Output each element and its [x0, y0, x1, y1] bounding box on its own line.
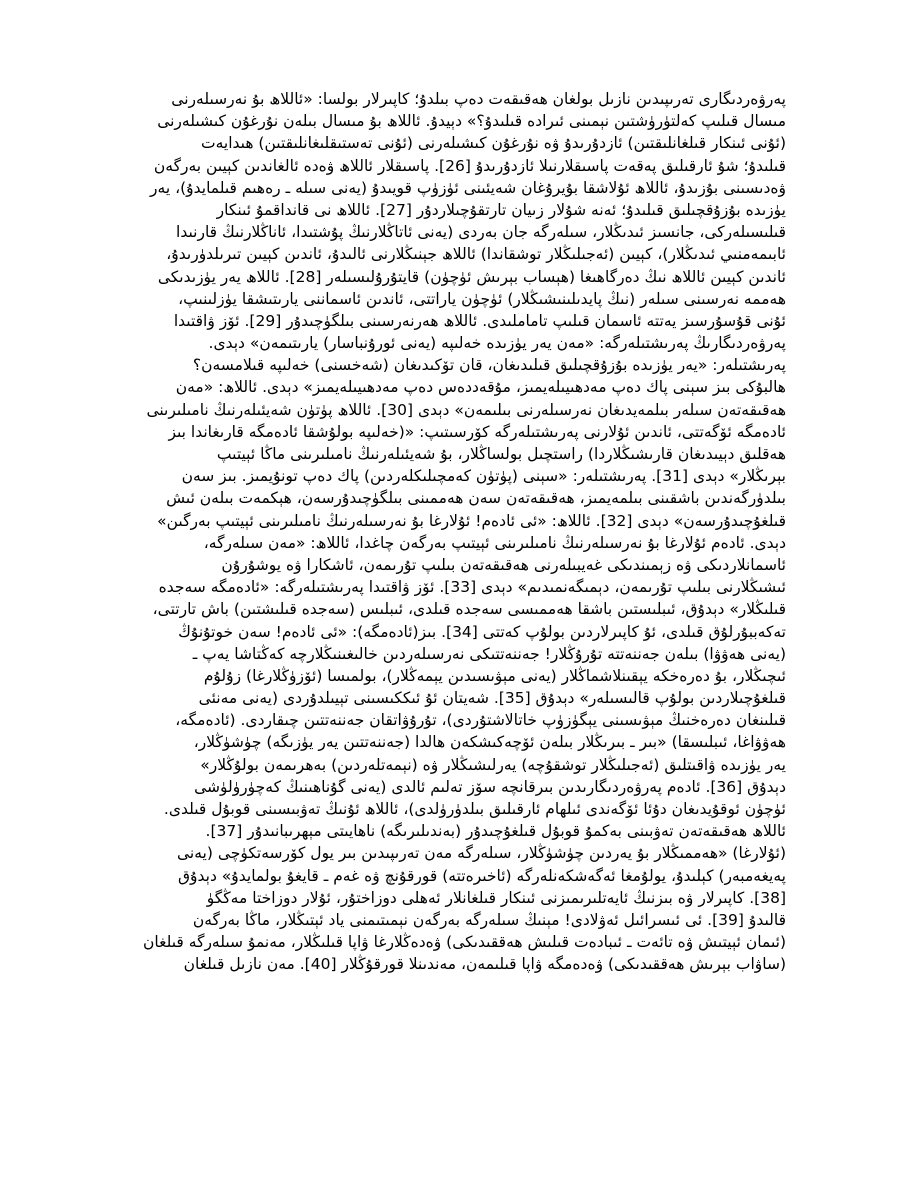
text-line: ھەقىقەتەن سىلەر بىلمەيدىغان نەرسىلەرنى بىلىمەن» دېدى [30]. ئاللاھ پۈتۈن شەيئىلەرنىڭ نامىلىرىنى — [146, 400, 786, 419]
text-line: قىلىدۇ؛ شۇ ئارقىلىق پەقەت پاسىقلارنىلا ئازدۇرىدۇ [26]. پاسىقلار ئاللاھ ۋەدە ئالغاندىن كېيىن بەرگەن — [153, 156, 786, 175]
text-line: ھالبۇكى بىز سېنى پاك دەپ مەدھىيىلەيمىز، مۇقەددەس دەپ مەدھىيىلەيمىز» دېدى. ئاللاھ: «مەن — [175, 378, 786, 397]
text-line: دېدۇق [36]. ئادەم پەرۋەردىگارىدىن بىرقانچە سۆز تەلىم ئالدى (يەنى گۇناھىنىڭ كەچۈرۈلۈشى — [194, 777, 786, 796]
text-line: ئاسمانلاردىكى ۋە زېمىندىكى غەيبىلەرنى ھەقىقەتەن بىلىپ تۇرىمەن، ئاشكارا ۋە يوشۇرۇن — [221, 555, 786, 574]
text-line: ھەممە نەرسىنى سىلەر (نىڭ پايدىلىنىشىڭلار) ئۈچۈن ياراتتى، ئاندىن ئاسماننى يارىتىشقا يۈزلىنىپ، — [178, 289, 786, 308]
text-line: (ئۇلارغا) «ھەممىڭلار بۇ يەردىن چۈشۈڭلار، سىلەرگە مەن تەرىپىدىن بىر يول كۆرسەتكۈچى (يەنى — [177, 844, 786, 863]
text-line: قىلىڭلار» دېدۇق، ئىبلىستىن باشقا ھەممىسى سەجدە قىلدى، ئىبلىس (سەجدە قىلىشتىن) باش تارتتى، — [152, 600, 786, 619]
text-line: دېدى. ئادەم ئۇلارغا بۇ نەرسىلەرنىڭ نامىلىرىنى ئېيتىپ بەرگەن چاغدا، ئاللاھ: «مەن سىلەرگە، — [203, 533, 786, 552]
text-line: قىلغۇچىلاردىن بولۇپ قالىسىلەر» دېدۇق [35]. شەيتان ئۇ ئىككىسىنى تېيىلدۇردى (يەنى مەنئى — [198, 689, 786, 708]
text-line: يەر يۈزىدە ۋاقىتلىق (ئەجىلىڭلار توشقۇچە) يەرلىشىڭلار ۋە (نېمەتلەردىن) بەھرىمەن بولۇڭلار» — [200, 755, 786, 774]
text-line: تەكەببۇرلۇق قىلدى، ئۇ كاپىرلاردىن بولۇپ كەتتى [34]. بىز(ئادەمگە): «ئى ئادەم! سەن خوتۇنۇڭ — [178, 622, 786, 641]
text-line: بىلدۈرگەندىن باشقىنى بىلمەيمىز، ھەقىقەتەن سەن ھەممىنى بىلگۈچىدۇرسەن، ھېكمەت بىلەن ئىش — [166, 489, 786, 508]
text-line: ئاللاھ ھەقىقەتەن تەۋبىنى بەكمۇ قوبۇل قىلغۇچىدۇر (بەندىلىرىگە) ناھايىتى مېھرىبانىدۇر [37]. — [205, 822, 786, 841]
text-line: قىلغۇچىدۇرسەن» دېدى [32]. ئاللاھ: «ئى ئادەم! ئۇلارغا بۇ نەرسىلەرنىڭ نامىلىرىنى ئېيتىپ بەرگىن» — [157, 511, 786, 530]
text-line: ئىچىڭلار، بۇ دەرەخكە يېقىنلاشماڭلار (يەنى مېۋىسىدىن يېمەڭلار)، بولمىسا (ئۆزۈڭلارغا) زۇلۇم — [203, 666, 786, 685]
text-line: پەيغەمبەر) كېلىدۇ، يولۇمغا ئەگەشكەنلەرگە (ئاخىرەتتە) قورقۇنچ ۋە غەم ـ قايغۇ بولمايدۇ» دېدۇق — [178, 866, 786, 885]
text-line: ئاندىن كېيىن ئاللاھ نىڭ دەرگاھىغا (ھېساب بېرىش ئۈچۈن) قايتۇرۇلىسىلەر [28]. ئاللاھ يەر يۈزىدىكى — [157, 267, 786, 286]
text-line: قىلىسىلەركى، جانسىز ئىدىڭلار، سىلەرگە جان بەردى (يەنى ئاتاڭلارنىڭ پۇشتىدا، ئاناڭلارنىڭ قارنىدا — [176, 223, 786, 242]
text-line: (ئىمان ئېيتىش ۋە تائەت ـ ئىبادەت قىلىش ھەققىدىكى) ۋەدەڭلارغا ۋاپا قىلىڭلار، مەنمۇ سىلەرگە قىلغان — [143, 933, 786, 952]
text-line: ئابىمەمنىي ئىدىڭلار)، كېيىن (ئەجىلىڭلار توشقاندا) ئاللاھ جېنىڭلارنى ئالىدۇ، ئاندىن كېيىن تىرىلدۈرىدۇ، — [166, 245, 786, 264]
text-line: يۈزىدە بۇزۇقچىلىق قىلىدۇ؛ ئەنە شۇلار زىيان تارتقۇچىلاردۇر [27]. ئاللاھ نى قانداقمۇ ئىنكار — [216, 200, 786, 219]
text-line: [38]. كاپىرلار ۋە بىزنىڭ ئايەتلىرىمىزنى ئىنكار قىلغانلار ئەھلى دوزاختۇر، ئۇلار دوزاختا مەڭگۈ — [206, 888, 786, 907]
text-line: قىلىنغان دەرەخنىڭ مېۋىسىنى يېگۈزۈپ خاتالاشتۇردى)، تۇرۇۋاتقان جەننەتتىن چىقاردى. (ئادەمگە، — [175, 711, 786, 730]
text-line: (يەنى ھەۋۋا) بىلەن جەننەتتە تۇرۇڭلار! جەننەتتىكى نەرسىلەردىن خالىغىنىڭلارچە كەڭتاشا يەپ ـ — [192, 644, 786, 663]
text-line: پەرۋەردىگارى تەرىپىدىن نازىل بولغان ھەقىقەت دەپ بىلدۇ؛ كاپىرلار بولسا: «ئاللاھ بۇ نەرسىلەرنى — [171, 90, 786, 108]
text-line: بېرىڭلار» دېدى [31]. پەرىشتىلەر: «سېنى (پۈتۈن كەمچىلىكلەردىن) پاك دەپ تونۇيمىز. بىز سەن — [181, 467, 786, 486]
text-line: قالىدۇ [39]. ئى ئىسرائىل ئەۋلادى! مېنىڭ سىلەرگە بەرگەن نېمىتىمنى ياد ئېتىڭلار، ماڭا بەرگەن — [192, 910, 786, 929]
text-line: ئادەمگە ئۆگەتتى، ئاندىن ئۇلارنى پەرىشتىلەرگە كۆرسىتىپ: «(خەلىپە بولۇشقا ئادەمگە قارىغاندا بىز — [168, 422, 786, 441]
text-line: ھەۋۋاغا، ئىبلىسقا) «بىر ـ بىرىڭلار بىلەن ئۆچەكىشكەن ھالدا (جەننەتتىن يەر يۈزىگە) چۈشۈڭلار، — [193, 733, 786, 752]
text-line: ئۈچۈن ئوقۇيدىغان دۇئا ئۆگەندى ئىلھام ئارقىلىق بىلدۈرۈلدى)، ئاللاھ ئۇنىڭ تەۋبىسىنى قوبۇل قىلدى. — [163, 800, 786, 818]
body-text — [124, 88, 786, 976]
text-line: مىسال قىلىپ كەلتۈرۈشتىن نېمىنى ئىرادە قىلىدۇ؟» دېيدۇ. ئاللاھ بۇ مىسال بىلەن نۇرغۇن كىشىلەرنى — [157, 112, 786, 131]
text-line: ئۇنى قۇسۇرسىز يەتتە ئاسمان قىلىپ تاماملىدى. ئاللاھ ھەرنەرسىنى بىلگۈچىدۇر [29]. ئۆز ۋاقتىدا — [173, 311, 786, 330]
text-line: ھەقلىق دېيىدىغان قارىشىڭلاردا) راستچىل بولساڭلار، بۇ شەيئىلەرنىڭ نامىلىرىنى ماڭا ئېيتىپ — [216, 445, 786, 463]
text-line: پەرىشتىلەر: «يەر يۈزىدە بۇزۇقچىلىق قىلىدىغان، قان تۆكىدىغان (شەخسنى) خەلىپە قىلامسەن؟ — [192, 356, 786, 375]
text-line: (ئۇنى ئىنكار قىلغانلىقتىن) ئازدۇرىدۇ ۋە نۇرغۇن كىشىلەرنى (ئۇنى تەستىقلىغانلىقتىن) ھىدايەت — [200, 134, 786, 153]
text-line: پەرۋەردىگارىڭ پەرىشتىلەرگە: «مەن يەر يۈزىدە خەلىپە (يەنى ئورۇنباسار) يارىتىمەن» دېدى. — [208, 334, 786, 353]
text-line: (ساۋاب بېرىش ھەققىدىكى) ۋەدەمگە ۋاپا قىلىمەن، مەندىنلا قورقۇڭلار [40]. مەن نازىل قىلغان — [183, 955, 786, 974]
text-line: ئىشىڭلارنى بىلىپ تۇرىمەن، دېمىگەنمىدىم» دېدى [33]. ئۆز ۋاقتىدا پەرىشتىلەرگە: «ئادەمگە سەجدە — [158, 578, 786, 597]
text-line: ۋەدىسىنى بۇزىدۇ، ئاللاھ ئۇلاشقا بۇيرۇغان شەيئىنى ئۈزۈپ قويىدۇ (يەنى سىلە ـ رەھىم قىلمايدۇ)، يەر — [150, 178, 786, 197]
